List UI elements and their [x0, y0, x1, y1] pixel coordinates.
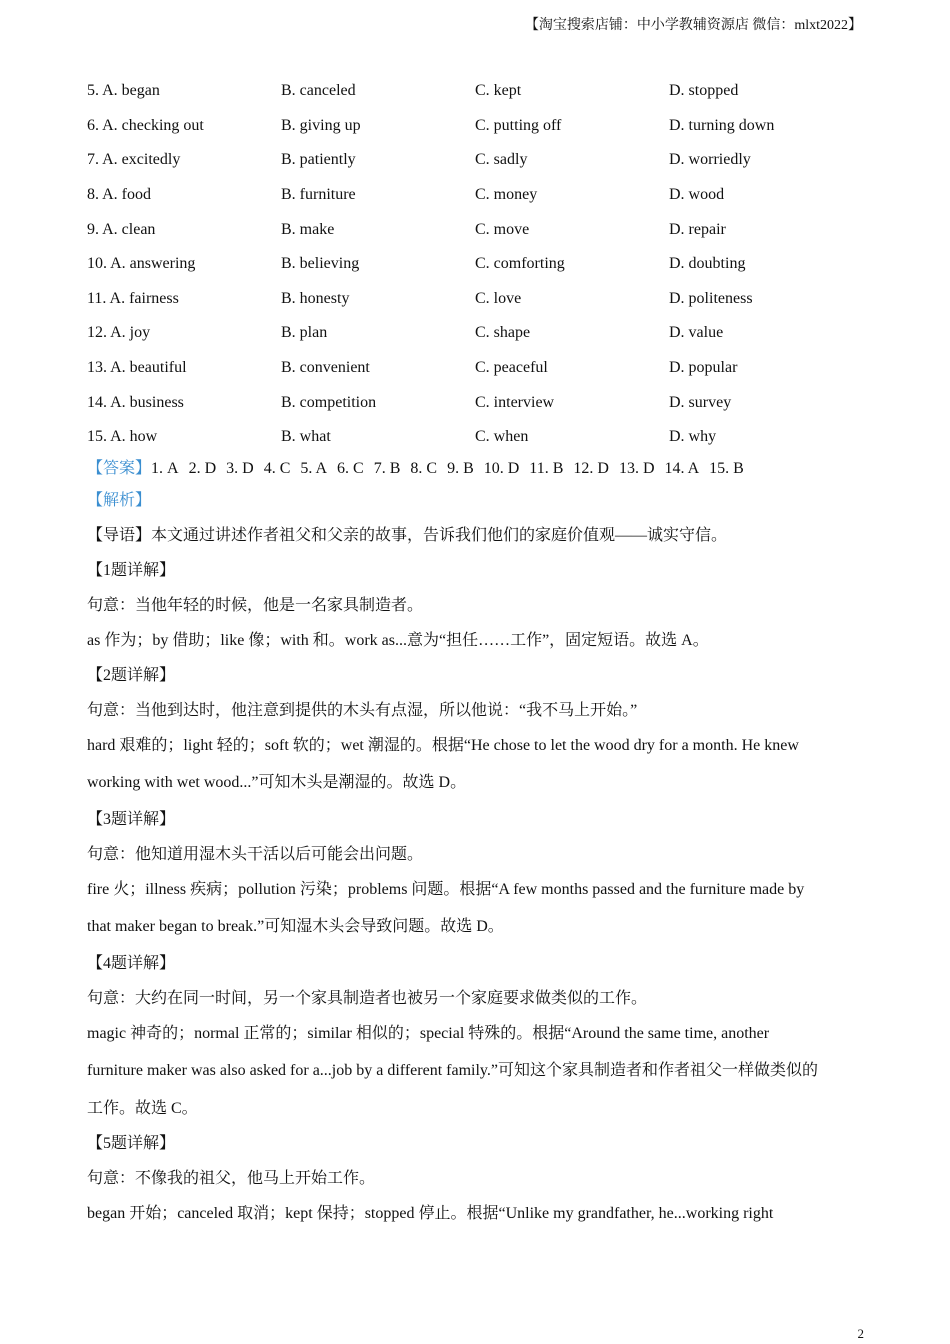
option-cell: 9. A. clean [87, 220, 156, 238]
answer-item: 3. D [226, 460, 254, 477]
option-cell: D. turning down [669, 116, 775, 134]
option-cell: D. repair [669, 220, 726, 238]
answer-item: 15. B [709, 460, 744, 477]
options-table [87, 74, 867, 455]
option-cell: 5. A. began [87, 82, 160, 100]
answer-item: 14. A [664, 460, 700, 477]
option-cell: D. value [669, 324, 724, 342]
option-row [87, 282, 867, 317]
answer-item: 4. C [263, 460, 291, 477]
option-cell: B. believing [281, 255, 360, 273]
section-heading: 【4题详解】 [87, 955, 176, 972]
analysis-line: hard 艰难的；light 轻的；soft 软的；wet 潮湿的。根据“He chose to let the wood dry for a month. He knew [87, 737, 799, 754]
option-cell: 7. A. excitedly [87, 151, 181, 169]
option-row [87, 178, 867, 213]
section-heading: 【2题详解】 [87, 667, 176, 684]
analysis-section [87, 490, 867, 1238]
page-number: 2 [857, 1326, 864, 1341]
analysis-line: magic 神奇的；normal 正常的；similar 相似的；special 特殊的。根据“Around the same time, another [87, 1025, 770, 1042]
option-cell: C. when [475, 428, 529, 446]
option-cell: 11. A. fairness [87, 289, 179, 307]
option-cell: B. what [281, 428, 331, 446]
option-cell: D. doubting [669, 255, 746, 273]
option-cell: B. competition [281, 393, 377, 411]
analysis-line: 句意：不像我的祖父，他马上开始工作。 [87, 1170, 376, 1187]
option-cell: D. survey [669, 393, 732, 411]
analysis-line: 工作。故选 C。 [87, 1100, 198, 1117]
option-cell: B. patiently [281, 151, 356, 169]
option-row [87, 212, 867, 247]
option-cell: C. comforting [475, 255, 565, 273]
answer-item: 2. D [188, 460, 217, 477]
analysis-line: working with wet wood...”可知木头是潮湿的。故选 D。 [87, 774, 467, 791]
option-cell: 14. A. business [87, 393, 184, 411]
option-cell: C. shape [475, 324, 531, 342]
option-cell: C. kept [475, 82, 522, 100]
option-cell: 13. A. beautiful [87, 359, 187, 377]
answer-item: 8. C [410, 460, 438, 477]
option-cell: D. politeness [669, 289, 753, 307]
page-header: 【淘宝搜索店铺：中小学教辅资源店 微信：mlxt2022】 [524, 18, 862, 33]
option-cell: C. sadly [475, 151, 528, 169]
option-row [87, 247, 867, 282]
option-cell: D. why [669, 428, 717, 446]
section-heading: 【导语】本文通过讲述作者祖父和父亲的故事，告诉我们他们的家庭价值观——诚实守信。 [87, 527, 728, 544]
option-cell: 15. A. how [87, 428, 158, 446]
analysis-label: 【解析】 [87, 492, 152, 509]
answer-item: 1. A [151, 460, 179, 477]
option-row [87, 316, 867, 351]
option-cell: C. peaceful [475, 359, 548, 377]
option-row [87, 74, 867, 109]
option-row [87, 420, 867, 455]
section-heading: 【1题详解】 [87, 562, 176, 579]
answer-item: 10. D [483, 460, 520, 477]
option-cell: C. money [475, 186, 538, 204]
option-cell: B. make [281, 220, 335, 238]
option-cell: D. stopped [669, 82, 739, 100]
analysis-line: began 开始；canceled 取消；kept 保持；stopped 停止。根据“Unlike my grandfather, he...working right [87, 1205, 774, 1222]
answer-item: 11. B [529, 460, 564, 477]
option-cell: C. putting off [475, 116, 562, 134]
option-cell: C. interview [475, 393, 555, 411]
option-cell: B. plan [281, 324, 328, 342]
option-row [87, 143, 867, 178]
analysis-line: as 作为；by 借助；like 像；with 和。work as...意为“担任……工作”，固定短语。故选 A。 [87, 632, 709, 649]
analysis-line: 句意：他知道用湿木头干活以后可能会出问题。 [87, 846, 424, 863]
answer-item: 6. C [337, 460, 364, 477]
section-heading: 【5题详解】 [87, 1135, 176, 1152]
answer-item: 12. D [573, 460, 609, 477]
option-cell: C. move [475, 220, 530, 238]
answer-item: 9. B [447, 460, 474, 477]
answer-item: 5. A [300, 460, 328, 477]
option-cell: B. convenient [281, 359, 370, 377]
option-cell: 12. A. joy [87, 324, 151, 342]
option-row [87, 351, 867, 386]
option-cell: C. love [475, 289, 522, 307]
answer-item: 7. B [373, 460, 401, 477]
analysis-line: 句意：大约在同一时间，另一个家具制造者也被另一个家庭要求做类似的工作。 [87, 990, 648, 1007]
answer-line [87, 455, 754, 478]
option-cell: 6. A. checking out [87, 116, 204, 134]
option-row [87, 385, 867, 420]
option-cell: B. canceled [281, 82, 356, 100]
analysis-line: fire 火；illness 疾病；pollution 污染；problems 问题。根据“A few months passed and the furniture made by [87, 881, 805, 898]
option-cell: 8. A. food [87, 186, 151, 204]
option-row [87, 109, 867, 144]
option-cell: B. giving up [281, 116, 361, 134]
option-cell: B. furniture [281, 186, 356, 204]
analysis-line: furniture maker was also asked for a...job by a different family.”可知这个家具制造者和作者祖父一样做类似的 [87, 1062, 818, 1079]
option-cell: D. wood [669, 186, 725, 204]
answer-label: 【答案】 [87, 460, 152, 477]
analysis-line: 句意：当他年轻的时候，他是一名家具制造者。 [87, 597, 424, 614]
option-cell: 10. A. answering [87, 255, 196, 273]
analysis-line: 句意：当他到达时，他注意到提供的木头有点湿，所以他说：“我不马上开始。” [87, 702, 638, 719]
section-heading: 【3题详解】 [87, 811, 176, 828]
answer-item: 13. D [618, 460, 655, 477]
option-cell: D. worriedly [669, 151, 751, 169]
analysis-line: that maker began to break.”可知湿木头会导致问题。故选 D。 [87, 918, 504, 935]
option-cell: D. popular [669, 359, 738, 377]
option-cell: B. honesty [281, 289, 350, 307]
